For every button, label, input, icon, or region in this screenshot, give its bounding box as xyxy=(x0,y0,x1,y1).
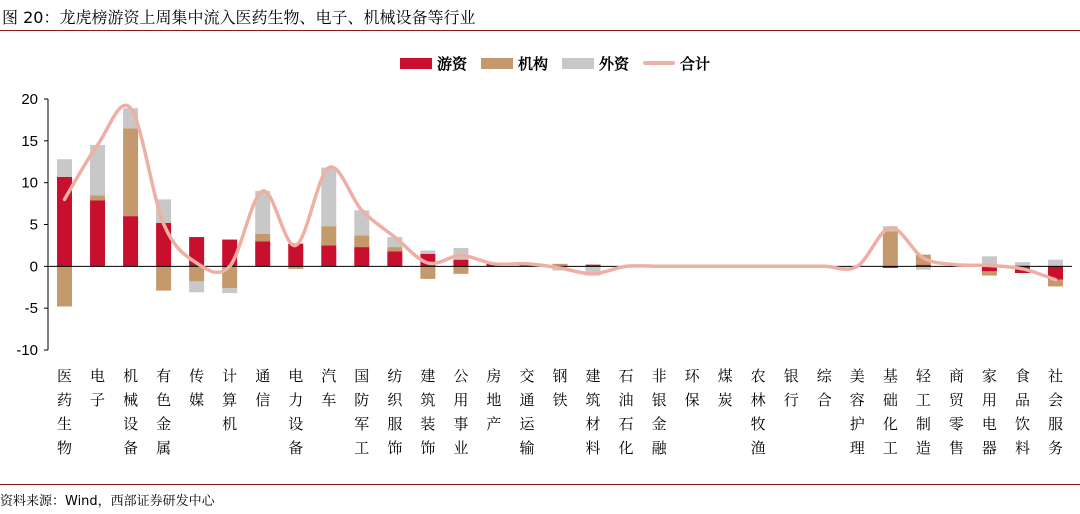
bar-youzi xyxy=(255,241,270,266)
x-tick-label: 建筑材料 xyxy=(585,367,601,457)
x-tick-label: 房地产 xyxy=(486,367,502,433)
bar-jigou xyxy=(354,235,369,247)
bar-youzi xyxy=(156,223,171,267)
bar-jigou xyxy=(387,247,402,251)
bar-jigou xyxy=(123,128,138,216)
bar-waizi xyxy=(189,281,204,292)
bar-jigou xyxy=(883,231,898,266)
x-tick-label: 钢铁 xyxy=(552,367,568,409)
y-tick-label: -5 xyxy=(24,300,38,318)
x-tick-label: 农林牧渔 xyxy=(750,367,766,457)
x-tick-label: 轻工制造 xyxy=(915,367,931,457)
bar-jigou xyxy=(156,266,171,290)
x-tick-label: 银行 xyxy=(783,367,799,409)
x-tick-label: 公用事业 xyxy=(453,367,469,457)
y-tick-label: 15 xyxy=(21,132,38,150)
x-tick-label: 建筑装饰 xyxy=(420,367,436,457)
bar-jigou xyxy=(420,266,435,279)
bar-jigou xyxy=(321,226,336,245)
legend-label-youzi: 游资 xyxy=(437,54,468,73)
bar-waizi xyxy=(916,266,931,269)
bar-jigou xyxy=(189,266,204,281)
x-tick-label: 环保 xyxy=(684,367,700,409)
x-tick-label: 国防军工 xyxy=(354,367,370,457)
y-tick-label: 20 xyxy=(21,91,38,108)
total-series-line xyxy=(65,105,1056,279)
x-tick-label: 综合 xyxy=(816,367,832,409)
bar-waizi xyxy=(222,288,237,293)
x-tick-label: 汽车 xyxy=(321,367,337,409)
x-tick-label: 商贸零售 xyxy=(948,367,964,457)
bar-youzi xyxy=(321,245,336,266)
y-tick-label: -10 xyxy=(16,342,38,359)
y-tick-label: 10 xyxy=(21,174,38,192)
x-tick-label: 电力设备 xyxy=(288,367,304,457)
x-tick-label: 石油石化 xyxy=(618,367,634,457)
x-tick-label: 通信 xyxy=(255,367,271,409)
bar-waizi xyxy=(1015,262,1030,265)
x-tick-label: 食品饮料 xyxy=(1014,367,1030,457)
x-tick-label: 传媒 xyxy=(189,367,205,409)
bar-jigou xyxy=(453,266,468,274)
x-tick-label: 家用电器 xyxy=(981,367,997,457)
x-tick-label: 电子 xyxy=(90,367,106,409)
source-divider xyxy=(0,484,1080,485)
legend-label-jigou: 机构 xyxy=(518,54,549,73)
x-tick-label: 计算机 xyxy=(222,367,238,433)
bar-jigou xyxy=(90,195,105,200)
bar-waizi xyxy=(420,250,435,253)
x-tick-label: 基础化工 xyxy=(882,367,898,457)
bar-youzi xyxy=(90,200,105,266)
x-tick-label: 社会服务 xyxy=(1047,367,1063,457)
legend-label-heji: 合计 xyxy=(680,54,711,73)
figure-title: 图 20：龙虎榜游资上周集中流入医药生物、电子、机械设备等行业 xyxy=(2,8,476,27)
source-note: 资料来源：Wind，西部证券研发中心 xyxy=(0,494,215,509)
x-tick-label: 交通运输 xyxy=(519,367,535,457)
bar-jigou xyxy=(57,266,72,306)
x-tick-label: 非银金融 xyxy=(651,367,667,457)
bar-youzi xyxy=(354,247,369,266)
x-tick-label: 煤炭 xyxy=(717,367,733,409)
bar-waizi xyxy=(1048,260,1063,267)
x-tick-label: 机械设备 xyxy=(123,367,139,457)
x-tick-label: 医药生物 xyxy=(57,367,73,457)
x-tick-label: 美容护理 xyxy=(849,367,865,457)
x-tick-label: 纺织服饰 xyxy=(387,367,403,457)
bar-waizi xyxy=(57,159,72,177)
y-tick-label: 0 xyxy=(29,258,38,276)
legend-label-waizi: 外资 xyxy=(599,54,630,73)
x-tick-label: 有色金属 xyxy=(156,367,172,457)
bar-youzi xyxy=(123,216,138,266)
bar-youzi xyxy=(387,251,402,266)
bar-jigou xyxy=(982,271,997,275)
bar-jigou xyxy=(255,234,270,242)
bar-youzi xyxy=(453,260,468,267)
y-tick-label: 5 xyxy=(29,216,38,234)
